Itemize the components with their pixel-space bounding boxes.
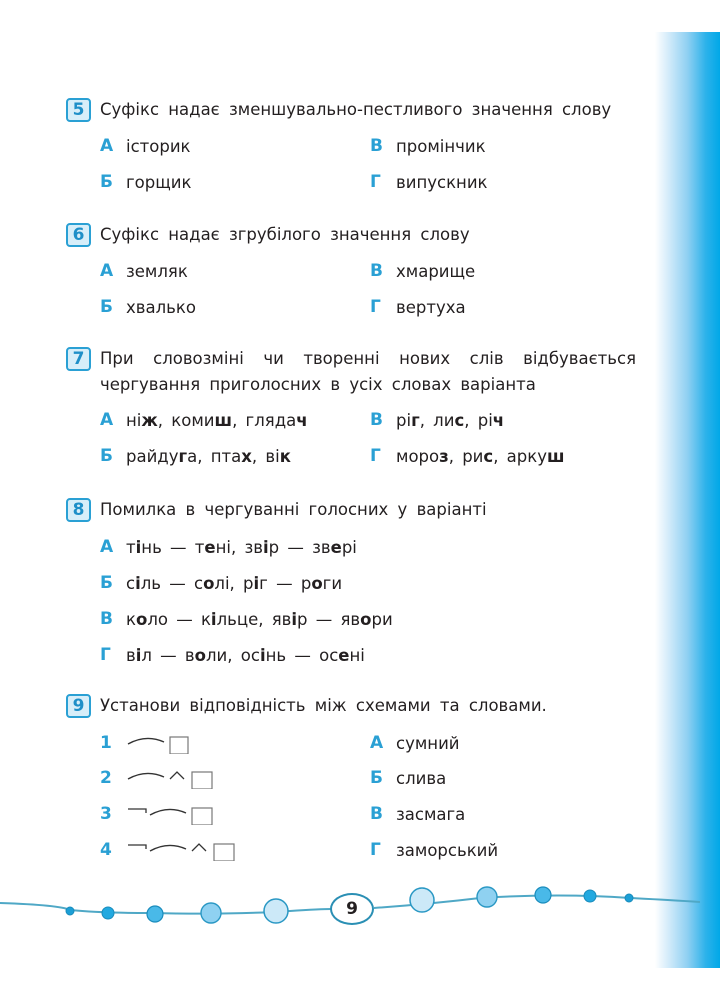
option-text: віл — воли, осінь — осені <box>126 645 365 665</box>
option-text: сіль — солі, ріг — роги <box>126 573 343 593</box>
option-letter: Г <box>100 645 111 665</box>
option-v[interactable] <box>370 801 465 827</box>
task-number-badge: 9 <box>66 694 91 718</box>
option-a[interactable] <box>100 133 191 159</box>
option-a[interactable] <box>370 730 460 756</box>
option-letter: В <box>370 804 383 824</box>
decorative-blue-strip <box>655 32 720 968</box>
option-letter: Б <box>100 446 113 466</box>
option-text: вертуха <box>396 297 466 317</box>
task-number-badge: 7 <box>66 347 91 371</box>
task-7 <box>66 346 636 478</box>
task-5 <box>66 97 636 203</box>
option-a[interactable] <box>100 534 357 560</box>
option-b[interactable] <box>370 765 446 791</box>
option-text: земляк <box>126 261 188 281</box>
option-letter: Г <box>370 446 381 466</box>
option-letter: Б <box>100 172 113 192</box>
option-letter: В <box>370 261 383 281</box>
task-question: При словозміні чи творенні нових слів відбувається чергування приголосних в усіх словах варіанта <box>100 349 636 394</box>
option-text: хмарище <box>396 261 476 281</box>
scheme-1 <box>100 730 198 756</box>
option-text: ріг, лис, річ <box>396 410 505 430</box>
option-letter: А <box>100 537 114 557</box>
option-text: засмага <box>396 804 466 824</box>
scheme-number: 4 <box>100 840 112 860</box>
task-6 <box>66 222 636 328</box>
option-text: заморський <box>396 840 499 860</box>
option-letter: Г <box>370 172 381 192</box>
option-text: хвалько <box>126 297 196 317</box>
option-text: ніж, комиш, глядач <box>126 410 308 430</box>
scheme-2 <box>100 765 226 791</box>
word-scheme-root-ending-icon <box>126 732 198 754</box>
task-question: Помилка в чергуванні голосних у варіанті <box>100 500 487 519</box>
option-text: горщик <box>126 172 192 192</box>
option-letter: Б <box>100 297 113 317</box>
word-scheme-prefix-root-ending-icon <box>126 803 226 825</box>
word-scheme-root-suffix-ending-icon <box>126 767 226 789</box>
option-letter: В <box>370 136 383 156</box>
option-b[interactable] <box>100 169 191 195</box>
word-scheme-prefix-root-suffix-ending-icon <box>126 839 246 861</box>
option-letter: А <box>100 136 114 156</box>
option-b[interactable] <box>100 443 291 469</box>
page-number: 9 <box>330 893 374 925</box>
option-v[interactable] <box>370 133 486 159</box>
option-letter: Г <box>370 840 381 860</box>
option-b[interactable] <box>100 570 342 596</box>
option-g[interactable] <box>100 642 365 668</box>
option-text: коло — кільце, явір — явори <box>126 609 393 629</box>
option-letter: Б <box>100 573 113 593</box>
option-letter: Б <box>370 768 383 788</box>
option-text: мороз, рис, аркуш <box>396 446 565 466</box>
option-a[interactable] <box>100 258 188 284</box>
option-letter: А <box>100 410 114 430</box>
option-text: тінь — тені, звір — звері <box>126 537 357 557</box>
option-b[interactable] <box>100 294 196 320</box>
option-letter: Г <box>370 297 381 317</box>
task-question: Суфікс надає зменшувально-пестливого значення слову <box>100 100 612 119</box>
option-a[interactable] <box>100 407 308 433</box>
task-question: Суфікс надає згрубілого значення слову <box>100 225 470 244</box>
task-8 <box>66 497 636 673</box>
scheme-number: 1 <box>100 733 112 753</box>
option-text: випускник <box>396 172 488 192</box>
scheme-4 <box>100 837 246 863</box>
option-text: історик <box>126 136 191 156</box>
option-v[interactable] <box>370 407 504 433</box>
scheme-number: 2 <box>100 768 112 788</box>
option-g[interactable] <box>370 294 466 320</box>
scheme-number: 3 <box>100 804 112 824</box>
option-g[interactable] <box>370 443 565 469</box>
option-text: промінчик <box>396 136 486 156</box>
task-number-badge: 6 <box>66 223 91 247</box>
task-number-badge: 8 <box>66 498 91 522</box>
option-text: сумний <box>396 733 460 753</box>
task-9 <box>66 693 636 869</box>
option-letter: В <box>100 609 113 629</box>
option-letter: А <box>100 261 114 281</box>
scheme-3 <box>100 801 226 827</box>
option-letter: А <box>370 733 384 753</box>
option-text: слива <box>396 768 447 788</box>
option-letter: В <box>370 410 383 430</box>
option-v[interactable] <box>100 606 393 632</box>
task-question: Установи відповідність між схемами та словами. <box>100 696 547 715</box>
option-v[interactable] <box>370 258 475 284</box>
task-number-badge: 5 <box>66 98 91 122</box>
option-g[interactable] <box>370 169 488 195</box>
option-text: райдуга, птах, вік <box>126 446 291 466</box>
option-g[interactable] <box>370 837 498 863</box>
